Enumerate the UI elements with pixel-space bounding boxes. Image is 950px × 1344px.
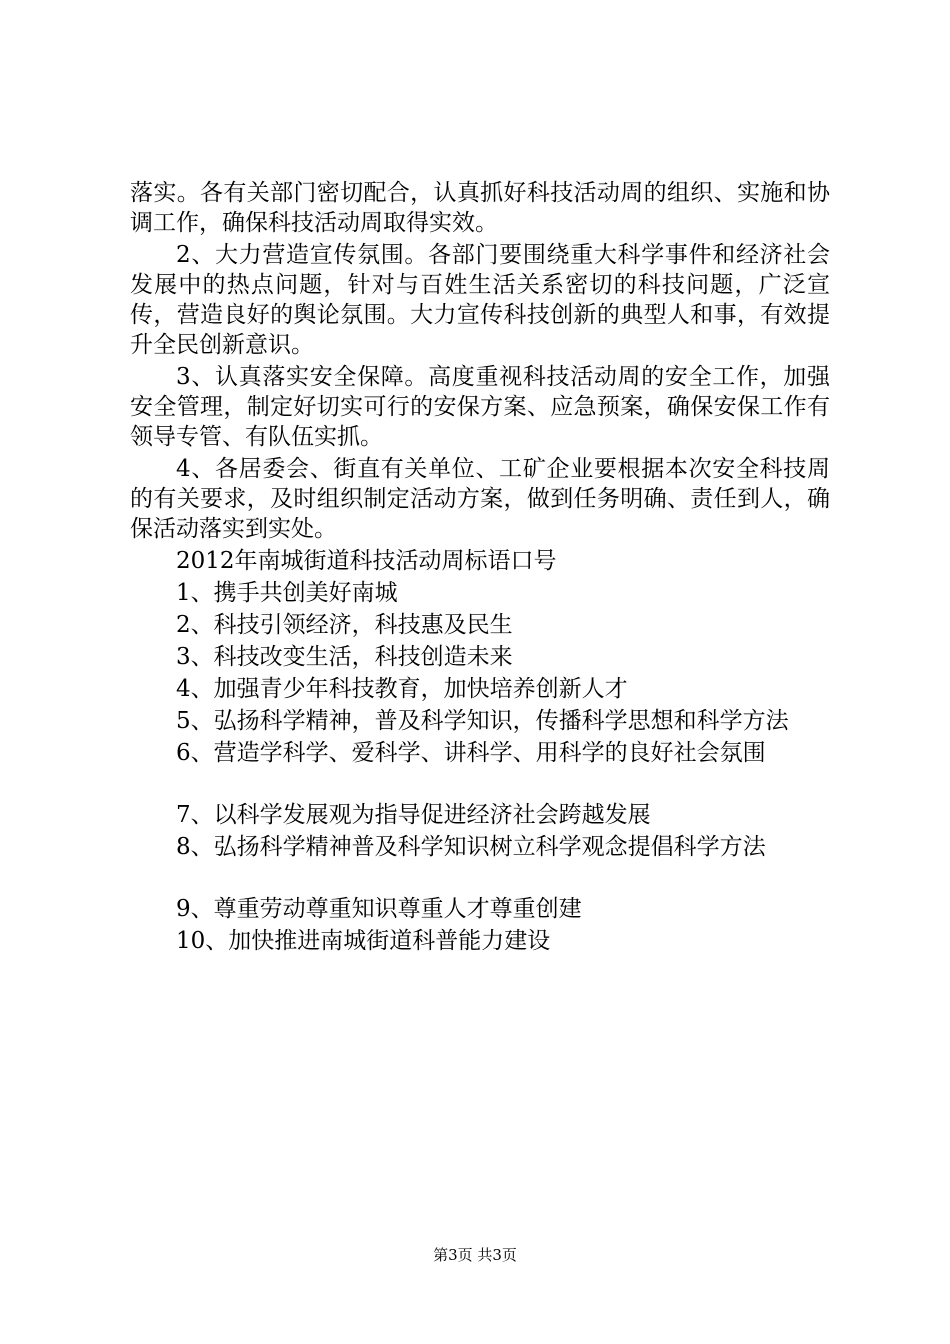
- slogan-item-5: 5、弘扬科学精神，普及科学知识，传播科学思想和科学方法: [176, 708, 789, 734]
- slogan-item-6: 6、营造学科学、爱科学、讲科学、用科学的良好社会氛围: [176, 740, 766, 766]
- slogan-item-2: 2、科技引领经济，科技惠及民生: [176, 612, 513, 638]
- slogan-item-10: 10、加快推进南城街道科普能力建设: [176, 928, 551, 954]
- slogan-item-4: 4、加强青少年科技教育，加快培养创新人才: [176, 676, 628, 702]
- paragraph-item-4: 4、各居委会、街直有关单位、工矿企业要根据本次安全科技周的有关要求，及时组织制定活动方案，做到任务明确、责任到人，确保活动落实到实处。: [130, 456, 830, 542]
- slogans-heading: 2012年南城街道科技活动周标语口号: [176, 548, 557, 574]
- document-body: [130, 178, 830, 958]
- slogan-item-3: 3、科技改变生活，科技创造未来: [176, 644, 513, 670]
- page-number-label: 第3页 共3页: [433, 1246, 517, 1264]
- slogan-item-1: 1、携手共创美好南城: [176, 580, 398, 606]
- paragraph-continuation: 落实。各有关部门密切配合，认真抓好科技活动周的组织、实施和协调工作，确保科技活动周取得实效。: [130, 180, 830, 236]
- paragraph-item-2: 2、大力营造宣传氛围。各部门要围绕重大科学事件和经济社会发展中的热点问题，针对与百姓生活关系密切的科技问题，广泛宣传，营造良好的舆论氛围。大力宣传科技创新的典型人和事，有效提升全民创新意识。: [130, 242, 830, 358]
- slogan-item-8: 8、弘扬科学精神普及科学知识树立科学观念提倡科学方法: [176, 834, 766, 860]
- slogan-item-9: 9、尊重劳动尊重知识尊重人才尊重创建: [176, 896, 582, 922]
- page-footer: [0, 1245, 950, 1265]
- slogan-item-7: 7、以科学发展观为指导促进经济社会跨越发展: [176, 802, 651, 828]
- paragraph-item-3: 3、认真落实安全保障。高度重视科技活动周的安全工作，加强安全管理，制定好切实可行的安保方案、应急预案，确保安保工作有领导专管、有队伍实抓。: [130, 364, 830, 450]
